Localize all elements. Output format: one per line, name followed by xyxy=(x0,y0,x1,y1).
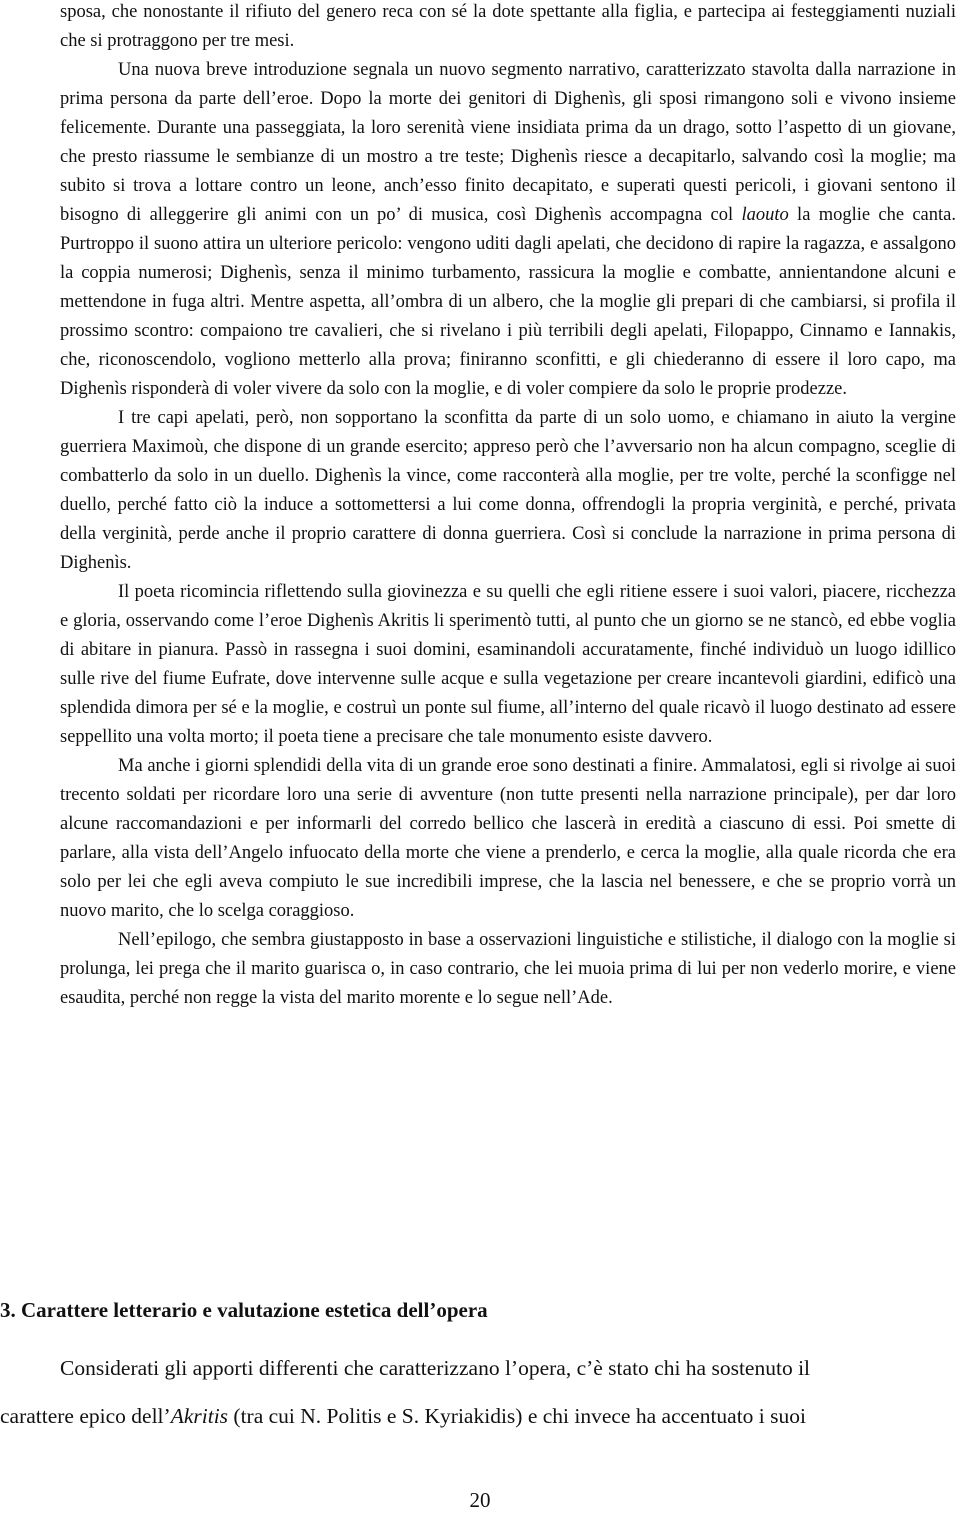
paragraph-4 xyxy=(60,578,956,752)
section-body-line-1: Considerati gli apporti differenti che caratterizzano l’opera, c’è stato chi ha sostenuto il xyxy=(60,1356,811,1380)
section-body-line-2-end: (tra cui N. Politis e S. Kyriakidis) e chi invece ha accentuato i suoi xyxy=(228,1404,806,1428)
section-body-italic-title: Akritis xyxy=(170,1404,229,1428)
page-body xyxy=(60,0,956,1013)
paragraph-6 xyxy=(60,926,956,1013)
section-heading: 3. Carattere letterario e valutazione estetica dell’opera xyxy=(0,1298,488,1322)
paragraph-text: Una nuova breve introduzione segnala un nuovo segmento narrativo, caratterizzato stavolta dalla narrazione in prima persona da parte dell’eroe. Dopo la morte dei genitori di Dighenìs, gli sposi rimangono soli e vivono insieme felicemente. Durante una passeggiata, la loro serenità viene insidiata prima da un drago, sotto l’aspetto di un giovane, che presto riassume le sembianze di un mostro a tre teste; Dighenìs riesce a decapitarlo, salvando così la moglie; ma subito si trova a lottare contro un leone, anch’esso finito decapitato, e superati questi pericoli, i giovani sentono il bisogno di alleggerire gli animi con un po’ di musica, così Dighenìs accompagna col xyxy=(60,60,956,225)
paragraph-2 xyxy=(60,56,956,404)
paragraph-text: Ma anche i giorni splendidi della vita di un grande eroe sono destinati a finire. Ammalatosi, egli si rivolge ai suoi trecento soldati per ricordare loro una serie di avventure (non tutte presenti nella narrazione principale), per dar loro alcune raccomandazioni e per informarli del corredo bellico che lascerà in eredità a ciascuno di essi. Poi smette di parlare, alla vista dell’Angelo infuocato della morte che viene a prenderlo, e cerca la moglie, alla quale ricorda che era solo per lei che egli aveva compiuto le sue incredibili imprese, che la lascia nel benessere, e che se proprio vorrà un nuovo marito, che lo scelga coraggioso. xyxy=(60,756,956,921)
paragraph-5 xyxy=(60,752,956,926)
page-number: 20 xyxy=(469,1488,491,1512)
italic-term: laouto xyxy=(741,205,789,225)
paragraph-text: Il poeta ricomincia riflettendo sulla giovinezza e su quelli che egli ritiene essere i suoi valori, piacere, ricchezza e gloria, osservando come l’eroe Dighenìs Akritis li sperimentò tutti, al punto che un giorno se ne stancò, ed ebbe voglia di abitare in pianura. Passò in rassegna i suoi domini, esaminandoli accuratamente, finché individuò un luogo idillico sulle rive del fiume Eufrate, dove intervenne sulle acque e sulla vegetazione per creare incantevoli giardini, edificò una splendida dimora per sé e la moglie, e costruì un ponte sul fiume, all’interno del quale ricavò il luogo destinato ad essere seppellito una volta morto; il poeta tiene a precisare che tale monumento esiste davvero. xyxy=(60,582,956,747)
section-body xyxy=(0,1344,956,1440)
paragraph-1 xyxy=(60,0,956,56)
paragraph-text: sposa, che nonostante il rifiuto del genero reca con sé la dote spettante alla figlia, e partecipa ai festeggiamenti nuziali che si protraggono per tre mesi. xyxy=(60,2,956,51)
paragraph-text: la moglie che canta. Purtroppo il suono attira un ulteriore pericolo: vengono uditi dagli apelati, che decidono di rapire la ragazza, e assalgono la coppia numerosi; Dighenìs, senza il minimo turbamento, rassicura la moglie e combatte, annientandone alcuni e mettendone in fuga altri. Mentre aspetta, all’ombra di un albero, che la moglie gli prepari di che cambiarsi, si profila il prossimo scontro: compaiono tre cavalieri, che si rivelano i più terribili degli apelati, Filopappo, Cinnamo e Iannakis, che, riconoscendolo, vogliono metterlo alla prova; finiranno sconfitti, e gli chiederanno di essere il loro capo, ma Dighenìs risponderà di voler vivere da solo con la moglie, e di voler compiere da solo le proprie prodezze. xyxy=(60,205,956,399)
paragraph-text: Nell’epilogo, che sembra giustapposto in base a osservazioni linguistiche e stilistiche, il dialogo con la moglie si prolunga, lei prega che il marito guarisca o, in caso contrario, che lei muoia prima di lui per non vederlo morire, e viene esaudita, perché non regge la vista del marito morente e lo segue nell’Ade. xyxy=(60,930,956,1008)
paragraph-3 xyxy=(60,404,956,578)
section-body-line-2-start: carattere epico dell’ xyxy=(0,1404,171,1428)
paragraph-text: I tre capi apelati, però, non sopportano la sconfitta da parte di un solo uomo, e chiamano in aiuto la vergine guerriera Maximoù, che dispone di un grande esercito; appreso però che l’avversario non ha alcun compagno, sceglie di combatterlo da solo in un duello. Dighenìs la vince, come racconterà alla moglie, per tre volte, perché la sconfigge nel duello, perché fatto ciò la induce a sottomettersi a lui come donna, offrendogli la propria verginità, e perché, privata della verginità, perde anche il proprio carattere di donna guerriera. Così si conclude la narrazione in prima persona di Dighenìs. xyxy=(60,408,956,573)
